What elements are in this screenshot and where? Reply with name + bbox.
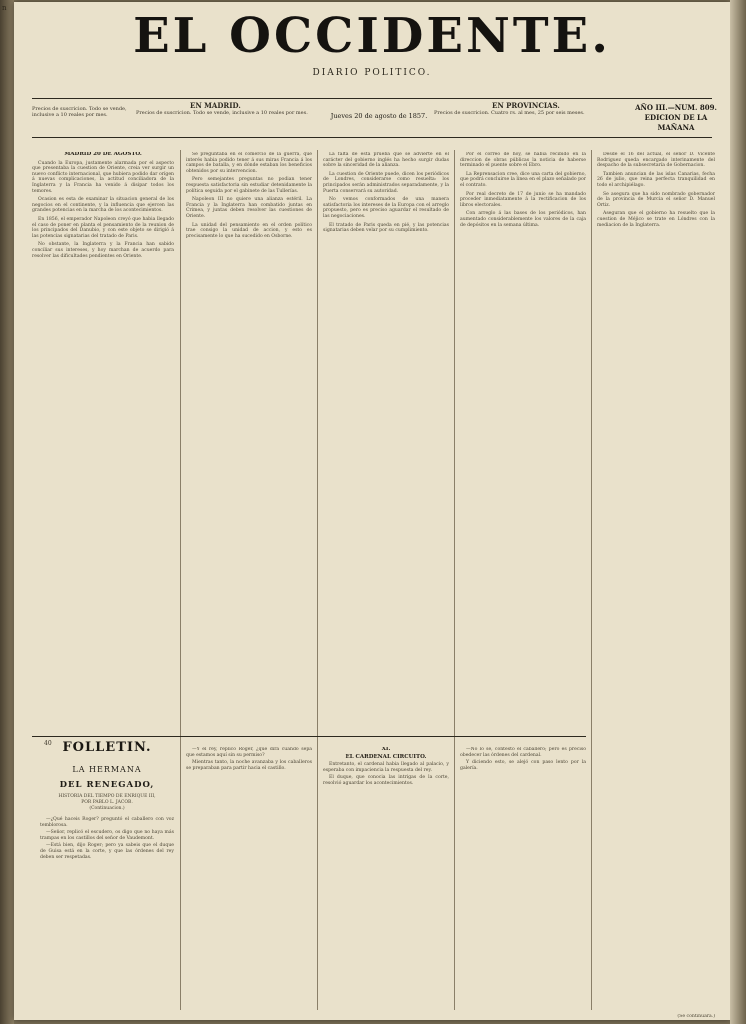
folletin-rule <box>32 736 586 737</box>
lower-column-2 <box>186 747 312 1009</box>
paragraph: Ocasion es esta de examinar la situacion general de los negocios en el continente, y la influencia que ejercen las grandes potencias en la marcha de los acontecimientos. <box>32 197 174 214</box>
folletin-continuation: (Continuacion.) <box>89 806 125 811</box>
paragraph: La Reprensacion cree, dice una carta del gobierno, que podrá concluirse la linea en el plazo señalado por el contrato. <box>460 171 586 188</box>
folletin-series: HISTORIA DEL TIEMPO DE ENRIQUE III, <box>58 794 156 799</box>
column-4 <box>460 152 586 740</box>
continued-label: (Se continuará.) <box>677 1014 715 1019</box>
binding-strip <box>0 0 14 1024</box>
paragraph: Entretanto, el cardenal habia llegado al palacio, y esperaba con impaciencia la respuesta del rey. <box>323 762 449 773</box>
paragraph: En 1856, el emperador Napoleon creyó que habia llegado el caso de poner en planta el pensamiento de la reunion de los principados del Danubio, y con este objeto se dirigió á las potencias signatarias del tratado de Paris. <box>32 216 174 239</box>
paragraph: Y diciendo esto, se alejó con paso lento por la galería. <box>460 760 586 771</box>
column-1 <box>32 152 174 730</box>
paragraph: Aseguran que el gobierno ha resuelto que la cuestion de Méjico se trate en Lóndres con la mediacion de la Inglaterra. <box>597 211 715 228</box>
paragraph: No vemos conformados de una manera satisfactoria los intereses de la Europa con el arreglo propuesto, pero es preciso aguardar el resultado de las negociaciones. <box>323 197 449 219</box>
paragraph: Tambien anuncian de las islas Canarias, fecha 26 de julio, que reina perfecta tranquilidad en todo el archipiélago. <box>597 171 715 188</box>
lower-column-4 <box>460 747 586 1009</box>
paragraph: Pero semejantes preguntas no podian tener respuesta satisfactoria sin estudiar detenidamente la política seguida por el gabinete de las Tullerías. <box>186 177 312 194</box>
folletin-story-title: DEL RENEGADO, <box>59 780 155 790</box>
newspaper-page <box>14 2 730 1020</box>
folletin-text <box>40 817 174 860</box>
paragraph: —¿Qué haceis Roger? preguntó el caballero con voz temblorosa. <box>40 817 174 828</box>
paragraph: Se asegura que ha sido nombrado gobernador de la provincia de Murcia el señor D. Manuel Ortiz. <box>597 191 715 208</box>
header-rule-top <box>32 98 712 99</box>
dateline: Jueves 20 de agosto de 1857. <box>330 112 428 120</box>
folletin-story-la: LA HERMANA <box>72 765 142 774</box>
paragraph: Con arreglo á las bases de los periódicos, han aumentado considerablemente los valores de la caja de depósitos en la semana última. <box>460 211 586 228</box>
madrid-prices: Precios de suscricion. Todo se vende, inclusive a 10 reales por mes. <box>136 110 308 116</box>
column-2 <box>186 152 312 740</box>
paragraph: La cuestion de Oriente puede, dicen los periódicos de Londres, considerarse como resuelta: los principados serán administrados separadamente, y la Puerta conservará su autoridad. <box>323 171 449 194</box>
column-rule <box>454 150 455 1010</box>
paragraph: La falta de esta prueba que se advierte en el carácter del gobierno inglés ha hecho surgir dudas sobre la sinceridad de la alianza. <box>323 152 449 169</box>
paragraph: Se preguntaba en el comercio de la guerra, qué interés habia podido tener á sus miras Francia á los campos de batalla, y en dónde estaban los beneficios obtenidos por su intervencion. <box>186 152 312 174</box>
column-rule <box>317 150 318 1010</box>
page-edge <box>730 0 746 1024</box>
folletin-block <box>40 740 174 1010</box>
paragraph: Mientras tanto, la noche avanzaba y los caballeros se preparaban para partir hacia el castillo. <box>186 760 312 771</box>
paragraph: Por el correo de hoy, se habia recibido en la direccion de obras públicas la noticia de haberse terminado el puente sobre el Ebro. <box>460 152 586 169</box>
folletin-author: POR PABLO L. JACOB. <box>81 800 133 805</box>
paragraph: El duque, que conocia las intrigas de la corte, resolvió aguardar los acontecimientos. <box>323 775 449 786</box>
paragraph: Por real decreto de 17 de junio se ha mandado proceder inmediatamente á la rectificacion de los libros electorales. <box>460 191 586 208</box>
page-number: 40 <box>44 740 52 747</box>
header-rule-bottom <box>32 137 712 138</box>
header-notice-left: Precios de suscricion. Todo se vende, inclusive a 10 reales por mes. <box>32 106 127 118</box>
column-rule <box>591 150 592 1010</box>
folletin-title: FOLLETIN. <box>62 740 152 755</box>
chapter-subtitle: EL CARDENAL CIRCUITO. <box>345 753 427 760</box>
column-1-heading: MADRID 20 DE AGOSTO. <box>64 152 142 157</box>
paragraph: No obstante, la Inglaterra y la Francia han sabido conciliar sus intereses, y hoy marchan de acuerdo para resolver las dificultades pendientes en Oriente. <box>32 242 174 259</box>
paragraph: Cuando la Europa, justamente alarmada por el aspecto que presentaba la cuestion de Oriente, creia ver surgir un nuevo conflicto internacional, que hubiera podido dar orígen á nuevas complicaciones, la actitud conciliadora de la Inglaterra y la Francia ha venido á disipar todos los temores. <box>32 160 174 194</box>
paragraph: Napoleon III no quiere una alianza estéril. La Francia y la Inglaterra han combatido juntas en Crimea, y juntas deben resolver las cuestiones de Oriente. <box>186 197 312 219</box>
paragraph: El tratado de Paris queda en pié, y las potencias signatarias deben velar por su cumplimiento. <box>323 222 449 234</box>
masthead-title: EL OCCIDENTE. <box>133 8 611 64</box>
strip-letter: n <box>2 4 7 12</box>
continued-note <box>597 1014 715 1020</box>
provincias-label: EN PROVINCIAS. <box>492 101 560 110</box>
lower-column-3 <box>323 747 449 1009</box>
provincias-prices: Precios de suscricion. Cuatro rs. al mes, 25 por seis meses. <box>434 110 585 116</box>
paragraph: —No lo sé, contestó el caballero; pero es preciso obedecer las órdenes del cardenal. <box>460 747 586 758</box>
paragraph: —Y el rey, replicó Roger, ¿qué dirá cuando sepa que estamos aquí sin su permiso? <box>186 747 312 758</box>
edition-label: EDICION DE LA MAÑANA <box>644 113 708 132</box>
paragraph: —Señor, replicó el escudero, os digo que no haya más trampas en los castillos del señor de Vaudemont. <box>40 830 174 841</box>
masthead-subtitle: DIARIO POLITICO. <box>312 68 432 78</box>
madrid-label: EN MADRID. <box>190 101 241 110</box>
column-5 <box>597 152 715 1012</box>
paragraph: —Está bien, dijo Roger; pero ya sabeis que el duque de Guisa está en la corte, y que las órdenes del rey deben ser respetadas. <box>40 843 174 860</box>
chapter-heading: XI. <box>381 747 391 752</box>
paragraph: Desde el 16 del actual, el señor D. Vicente Rodriguez queda encargado interinamente del despacho de la subsecretaría de Gobernacion. <box>597 152 715 169</box>
column-3 <box>323 152 449 740</box>
issue-block <box>626 103 726 133</box>
paragraph: La unidad del pensamiento en el orden político trae consigo la unidad de accion, y esto es precisamente lo que ha sucedido en Osborne. <box>186 222 312 239</box>
column-rule <box>180 150 181 1010</box>
issue-number: AÑO III.—NUM. 809. <box>635 103 717 112</box>
